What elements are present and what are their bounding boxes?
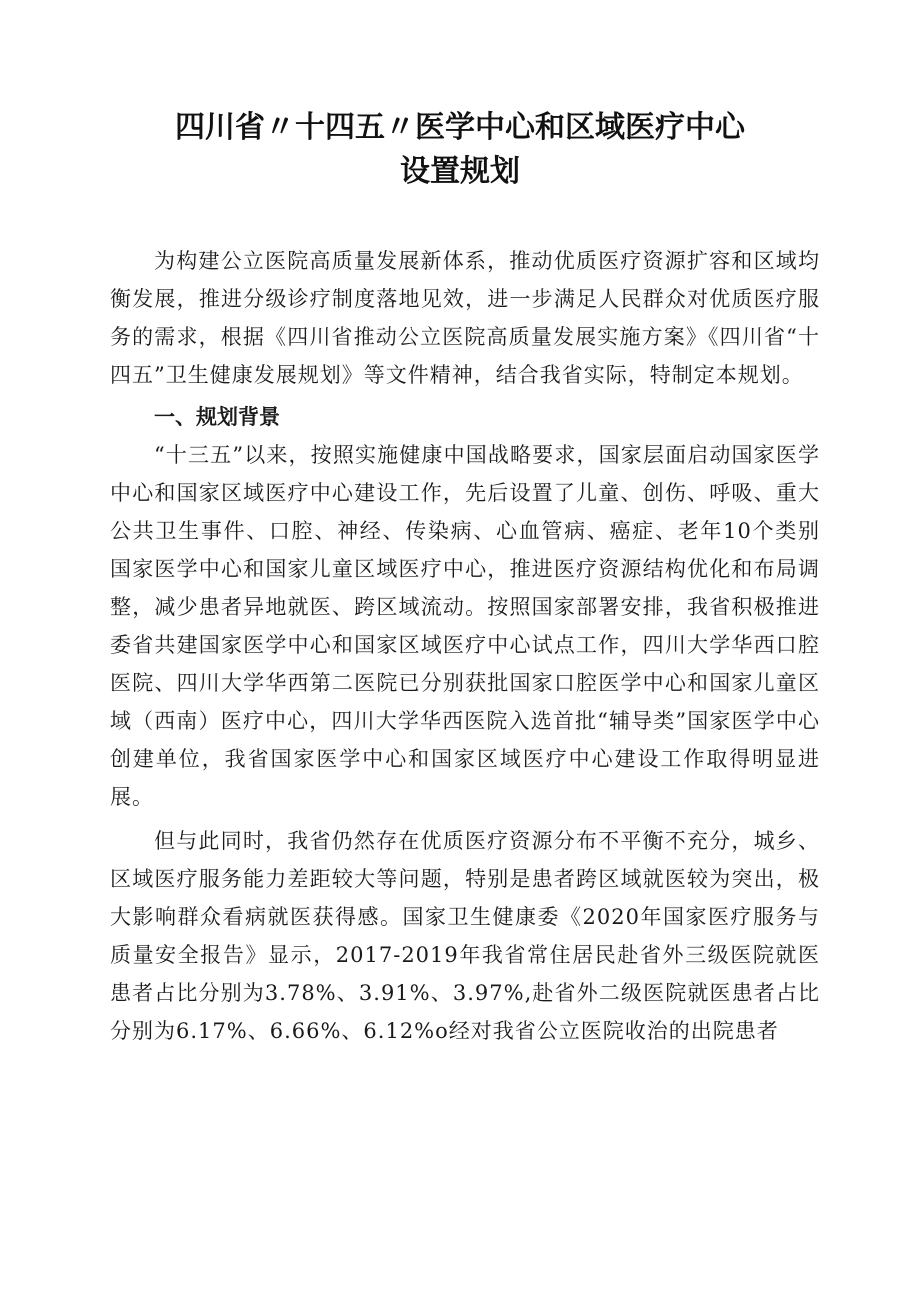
document-title-line2: 设置规划 [400,154,520,189]
intro-paragraph: 为构建公立医院高质量发展新体系，推动优质医疗资源扩容和区域均衡发展，推进分级诊疗制度落地见效，进一步满足人民群众对优质医疗服务的需求，根据《四川省推动公立医院高质量发展实施方案》《四川省“十四五”卫生健康发展规划》等文件精神，结合我省实际，特制定本规划。 [110,249,820,387]
document-body [110,242,820,1050]
section-heading-background: 一、规划背景 [154,405,280,429]
background-paragraph-1: “十三五”以来，按照实施健康中国战略要求，国家层面启动国家医学中心和国家区域医疗中心建设工作，先后设置了儿童、创伤、呼吸、重大公共卫生事件、口腔、神经、传染病、心血管病、癌症、老年10个类别国家医学中心和国家儿童区域医疗中心，推进医疗资源结构优化和布局调整，减少患者异地就医、跨区域流动。按照国家部署安排，我省积极推进委省共建国家医学中心和国家区域医疗中心试点工作，四川大学华西口腔医院、四川大学华西第二医院已分别获批国家口腔医学中心和国家儿童区域（西南）医疗中心，四川大学华西医院入选首批“辅导类”国家医学中心创建单位，我省国家医学中心和国家区域医疗中心建设工作取得明显进展。 [110,443,820,809]
document-title-line1: 四川省〃十四五〃医学中心和区域医疗中心 [175,110,745,145]
background-paragraph-2: 但与此同时，我省仍然存在优质医疗资源分布不平衡不充分，城乡、区域医疗服务能力差距较大等问题，特别是患者跨区域就医较为突出，极大影响群众看病就医获得感。国家卫生健康委《2020年国家医疗服务与质量安全报告》显示，2017-2019年我省常住居民赴省外三级医院就医患者占比分别为3.78%、3.91%、3.97%,赴省外二级医院就医患者占比分别为6.17%、6.66%、6.12%o经对我省公立医院收治的出院患者 [110,829,820,1043]
